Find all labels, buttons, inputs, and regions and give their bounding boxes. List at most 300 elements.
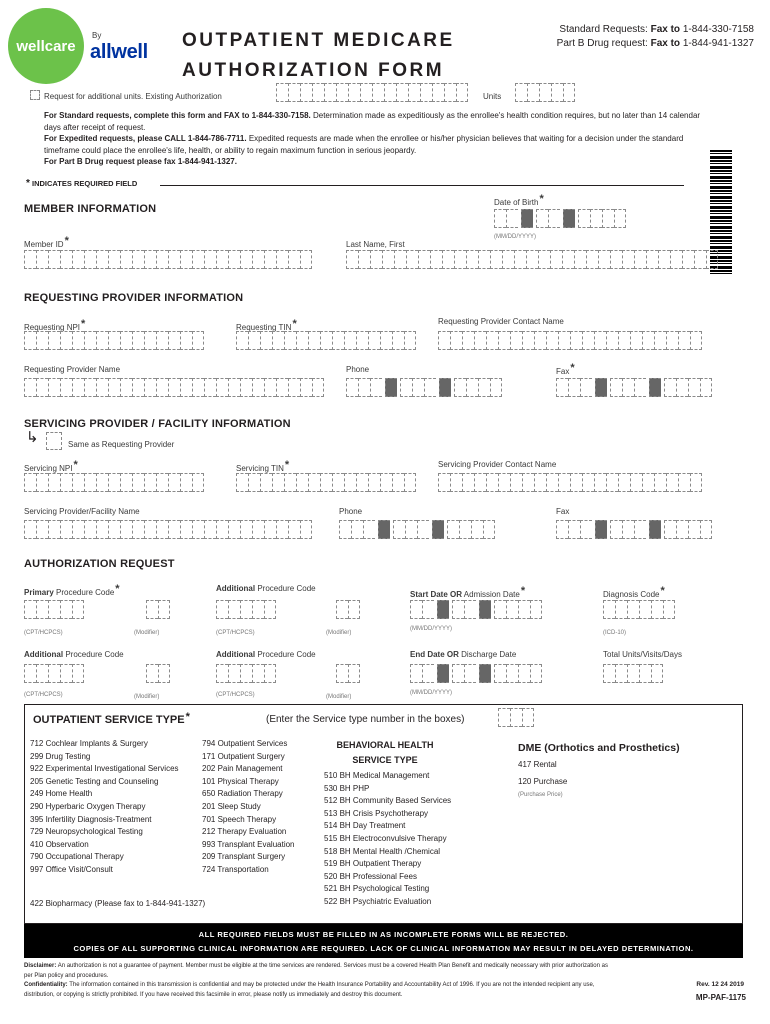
- entry-box[interactable]: [438, 473, 450, 492]
- entry-box[interactable]: [260, 331, 272, 350]
- entry-box[interactable]: [590, 209, 602, 228]
- entry-box[interactable]: [582, 331, 594, 350]
- entry-box[interactable]: [276, 378, 288, 397]
- srv-phone-field[interactable]: [339, 520, 495, 539]
- add-modifier-field-1[interactable]: [336, 600, 360, 619]
- entry-box[interactable]: [120, 520, 132, 539]
- entry-box[interactable]: [348, 600, 360, 619]
- entry-box[interactable]: [108, 473, 120, 492]
- entry-box[interactable]: [394, 250, 406, 269]
- entry-box[interactable]: [96, 250, 108, 269]
- entry-box[interactable]: [568, 520, 580, 539]
- entry-box[interactable]: [556, 378, 568, 397]
- entry-box[interactable]: [452, 600, 464, 619]
- entry-box[interactable]: [204, 520, 216, 539]
- entry-box[interactable]: [48, 250, 60, 269]
- entry-box[interactable]: [639, 600, 651, 619]
- entry-box[interactable]: [515, 83, 527, 102]
- entry-box[interactable]: [418, 250, 430, 269]
- entry-box[interactable]: [651, 600, 663, 619]
- entry-box[interactable]: [486, 331, 498, 350]
- entry-box[interactable]: [494, 664, 506, 683]
- entry-box[interactable]: [534, 331, 546, 350]
- entry-box[interactable]: [514, 250, 526, 269]
- entry-box[interactable]: [120, 331, 132, 350]
- entry-box[interactable]: [642, 473, 654, 492]
- req-contact-field[interactable]: [438, 331, 702, 350]
- entry-box[interactable]: [272, 473, 284, 492]
- srv-npi-field[interactable]: [24, 473, 204, 492]
- entry-box[interactable]: [370, 378, 382, 397]
- total-units-field[interactable]: [603, 664, 663, 683]
- entry-box[interactable]: [483, 520, 495, 539]
- entry-box[interactable]: [490, 378, 502, 397]
- entry-box[interactable]: [586, 250, 598, 269]
- additional-units-checkbox[interactable]: [30, 90, 40, 100]
- entry-box[interactable]: [422, 600, 434, 619]
- entry-box[interactable]: [36, 250, 48, 269]
- entry-box[interactable]: [72, 600, 84, 619]
- entry-box[interactable]: [252, 664, 264, 683]
- entry-box[interactable]: [351, 520, 363, 539]
- entry-box[interactable]: [563, 83, 575, 102]
- entry-box[interactable]: [308, 473, 320, 492]
- entry-box[interactable]: [420, 83, 432, 102]
- entry-box[interactable]: [639, 664, 651, 683]
- entry-box[interactable]: [606, 331, 618, 350]
- entry-box[interactable]: [84, 378, 96, 397]
- entry-box[interactable]: [236, 331, 248, 350]
- entry-box[interactable]: [634, 378, 646, 397]
- entry-box[interactable]: [494, 600, 506, 619]
- entry-box[interactable]: [132, 473, 144, 492]
- entry-box[interactable]: [562, 250, 574, 269]
- entry-box[interactable]: [406, 250, 418, 269]
- req-npi-field[interactable]: [24, 331, 204, 350]
- entry-box[interactable]: [462, 473, 474, 492]
- entry-box[interactable]: [506, 600, 518, 619]
- entry-box[interactable]: [344, 473, 356, 492]
- entry-box[interactable]: [627, 664, 639, 683]
- entry-box[interactable]: [417, 520, 429, 539]
- entry-box[interactable]: [530, 664, 542, 683]
- add-proc-field-1[interactable]: [216, 600, 276, 619]
- entry-box[interactable]: [534, 473, 546, 492]
- entry-box[interactable]: [216, 664, 228, 683]
- entry-box[interactable]: [432, 83, 444, 102]
- entry-box[interactable]: [252, 600, 264, 619]
- entry-box[interactable]: [48, 378, 60, 397]
- entry-box[interactable]: [410, 664, 422, 683]
- entry-box[interactable]: [474, 473, 486, 492]
- entry-box[interactable]: [48, 600, 60, 619]
- entry-box[interactable]: [276, 250, 288, 269]
- entry-box[interactable]: [678, 331, 690, 350]
- entry-box[interactable]: [558, 473, 570, 492]
- entry-box[interactable]: [156, 331, 168, 350]
- entry-box[interactable]: [84, 331, 96, 350]
- entry-box[interactable]: [424, 378, 436, 397]
- entry-box[interactable]: [156, 378, 168, 397]
- entry-box[interactable]: [240, 600, 252, 619]
- entry-box[interactable]: [144, 473, 156, 492]
- entry-box[interactable]: [332, 331, 344, 350]
- entry-box[interactable]: [594, 473, 606, 492]
- srv-tin-field[interactable]: [236, 473, 416, 492]
- entry-box[interactable]: [344, 331, 356, 350]
- entry-box[interactable]: [336, 600, 348, 619]
- entry-box[interactable]: [96, 331, 108, 350]
- entry-box[interactable]: [240, 520, 252, 539]
- req-tin-field[interactable]: [236, 331, 416, 350]
- entry-box[interactable]: [72, 664, 84, 683]
- entry-box[interactable]: [372, 83, 384, 102]
- entry-box[interactable]: [192, 520, 204, 539]
- entry-box[interactable]: [308, 331, 320, 350]
- entry-box[interactable]: [300, 250, 312, 269]
- entry-box[interactable]: [36, 600, 48, 619]
- entry-box[interactable]: [264, 520, 276, 539]
- entry-box[interactable]: [284, 331, 296, 350]
- entry-box[interactable]: [348, 664, 360, 683]
- entry-box[interactable]: [72, 520, 84, 539]
- entry-box[interactable]: [454, 378, 466, 397]
- entry-box[interactable]: [498, 708, 510, 727]
- entry-box[interactable]: [36, 473, 48, 492]
- entry-box[interactable]: [630, 331, 642, 350]
- entry-box[interactable]: [622, 378, 634, 397]
- entry-box[interactable]: [556, 520, 568, 539]
- entry-box[interactable]: [156, 520, 168, 539]
- entry-box[interactable]: [400, 378, 412, 397]
- primary-proc-field[interactable]: [24, 600, 84, 619]
- entry-box[interactable]: [168, 520, 180, 539]
- entry-box[interactable]: [144, 250, 156, 269]
- entry-box[interactable]: [550, 250, 562, 269]
- entry-box[interactable]: [240, 664, 252, 683]
- entry-box[interactable]: [192, 331, 204, 350]
- entry-box[interactable]: [336, 83, 348, 102]
- entry-box[interactable]: [300, 520, 312, 539]
- primary-modifier-field[interactable]: [146, 600, 170, 619]
- entry-box[interactable]: [430, 250, 442, 269]
- entry-box[interactable]: [618, 473, 630, 492]
- entry-box[interactable]: [24, 473, 36, 492]
- entry-box[interactable]: [158, 664, 170, 683]
- entry-box[interactable]: [320, 473, 332, 492]
- entry-box[interactable]: [676, 378, 688, 397]
- entry-box[interactable]: [96, 378, 108, 397]
- entry-box[interactable]: [442, 250, 454, 269]
- entry-box[interactable]: [156, 250, 168, 269]
- entry-box[interactable]: [478, 250, 490, 269]
- add-modifier-field-3[interactable]: [336, 664, 360, 683]
- entry-box[interactable]: [339, 520, 351, 539]
- entry-box[interactable]: [108, 520, 120, 539]
- entry-box[interactable]: [610, 250, 622, 269]
- entry-box[interactable]: [296, 473, 308, 492]
- entry-box[interactable]: [132, 520, 144, 539]
- entry-box[interactable]: [228, 664, 240, 683]
- entry-box[interactable]: [454, 250, 466, 269]
- entry-box[interactable]: [527, 83, 539, 102]
- entry-box[interactable]: [452, 664, 464, 683]
- end-date-field[interactable]: [410, 664, 542, 683]
- entry-box[interactable]: [654, 331, 666, 350]
- entry-box[interactable]: [666, 473, 678, 492]
- add-modifier-field-2[interactable]: [146, 664, 170, 683]
- entry-box[interactable]: [610, 520, 622, 539]
- entry-box[interactable]: [614, 209, 626, 228]
- entry-box[interactable]: [570, 331, 582, 350]
- entry-box[interactable]: [252, 378, 264, 397]
- entry-box[interactable]: [144, 378, 156, 397]
- entry-box[interactable]: [168, 473, 180, 492]
- entry-box[interactable]: [522, 473, 534, 492]
- entry-box[interactable]: [510, 473, 522, 492]
- entry-box[interactable]: [288, 378, 300, 397]
- entry-box[interactable]: [216, 250, 228, 269]
- entry-box[interactable]: [144, 331, 156, 350]
- entry-box[interactable]: [108, 378, 120, 397]
- diagnosis-field[interactable]: [603, 600, 675, 619]
- entry-box[interactable]: [582, 473, 594, 492]
- entry-box[interactable]: [120, 473, 132, 492]
- req-name-field[interactable]: [24, 378, 324, 397]
- entry-box[interactable]: [192, 473, 204, 492]
- entry-box[interactable]: [568, 378, 580, 397]
- entry-box[interactable]: [450, 473, 462, 492]
- entry-box[interactable]: [462, 331, 474, 350]
- entry-box[interactable]: [168, 331, 180, 350]
- entry-box[interactable]: [486, 473, 498, 492]
- entry-box[interactable]: [60, 664, 72, 683]
- entry-box[interactable]: [168, 378, 180, 397]
- entry-box[interactable]: [574, 250, 586, 269]
- srv-fax-field[interactable]: [556, 520, 712, 539]
- entry-box[interactable]: [706, 250, 718, 269]
- entry-box[interactable]: [368, 473, 380, 492]
- entry-box[interactable]: [546, 473, 558, 492]
- entry-box[interactable]: [132, 250, 144, 269]
- entry-box[interactable]: [459, 520, 471, 539]
- entry-box[interactable]: [530, 600, 542, 619]
- units-field[interactable]: [515, 83, 575, 102]
- entry-box[interactable]: [228, 250, 240, 269]
- entry-box[interactable]: [622, 250, 634, 269]
- entry-box[interactable]: [578, 209, 590, 228]
- entry-box[interactable]: [447, 520, 459, 539]
- entry-box[interactable]: [370, 250, 382, 269]
- entry-box[interactable]: [180, 378, 192, 397]
- entry-box[interactable]: [192, 378, 204, 397]
- entry-box[interactable]: [363, 520, 375, 539]
- entry-box[interactable]: [120, 378, 132, 397]
- entry-box[interactable]: [536, 209, 548, 228]
- entry-box[interactable]: [522, 708, 534, 727]
- entry-box[interactable]: [464, 600, 476, 619]
- entry-box[interactable]: [36, 378, 48, 397]
- entry-box[interactable]: [471, 520, 483, 539]
- entry-box[interactable]: [180, 473, 192, 492]
- entry-box[interactable]: [240, 250, 252, 269]
- req-phone-field[interactable]: [346, 378, 502, 397]
- entry-box[interactable]: [272, 331, 284, 350]
- entry-box[interactable]: [120, 250, 132, 269]
- entry-box[interactable]: [158, 600, 170, 619]
- entry-box[interactable]: [248, 331, 260, 350]
- srv-name-field[interactable]: [24, 520, 312, 539]
- entry-box[interactable]: [682, 250, 694, 269]
- entry-box[interactable]: [646, 250, 658, 269]
- entry-box[interactable]: [84, 520, 96, 539]
- entry-box[interactable]: [618, 331, 630, 350]
- entry-box[interactable]: [382, 250, 394, 269]
- entry-box[interactable]: [146, 600, 158, 619]
- entry-box[interactable]: [60, 473, 72, 492]
- entry-box[interactable]: [438, 331, 450, 350]
- entry-box[interactable]: [404, 331, 416, 350]
- entry-box[interactable]: [700, 520, 712, 539]
- entry-box[interactable]: [60, 600, 72, 619]
- entry-box[interactable]: [580, 378, 592, 397]
- entry-box[interactable]: [688, 378, 700, 397]
- entry-box[interactable]: [180, 331, 192, 350]
- entry-box[interactable]: [663, 600, 675, 619]
- entry-box[interactable]: [670, 250, 682, 269]
- entry-box[interactable]: [380, 331, 392, 350]
- entry-box[interactable]: [48, 664, 60, 683]
- entry-box[interactable]: [284, 473, 296, 492]
- entry-box[interactable]: [622, 520, 634, 539]
- entry-box[interactable]: [276, 83, 288, 102]
- entry-box[interactable]: [132, 378, 144, 397]
- entry-box[interactable]: [108, 331, 120, 350]
- entry-box[interactable]: [252, 520, 264, 539]
- entry-box[interactable]: [24, 378, 36, 397]
- entry-box[interactable]: [384, 83, 396, 102]
- entry-box[interactable]: [498, 331, 510, 350]
- entry-box[interactable]: [658, 250, 670, 269]
- entry-box[interactable]: [422, 664, 434, 683]
- entry-box[interactable]: [108, 250, 120, 269]
- entry-box[interactable]: [392, 331, 404, 350]
- entry-box[interactable]: [700, 378, 712, 397]
- entry-box[interactable]: [48, 473, 60, 492]
- req-fax-field[interactable]: [556, 378, 712, 397]
- entry-box[interactable]: [236, 473, 248, 492]
- entry-box[interactable]: [412, 378, 424, 397]
- entry-box[interactable]: [264, 378, 276, 397]
- add-proc-field-2[interactable]: [24, 664, 84, 683]
- entry-box[interactable]: [490, 250, 502, 269]
- entry-box[interactable]: [627, 600, 639, 619]
- entry-box[interactable]: [84, 250, 96, 269]
- entry-box[interactable]: [300, 83, 312, 102]
- entry-box[interactable]: [146, 664, 158, 683]
- entry-box[interactable]: [538, 250, 550, 269]
- entry-box[interactable]: [690, 473, 702, 492]
- entry-box[interactable]: [464, 664, 476, 683]
- entry-box[interactable]: [358, 250, 370, 269]
- entry-box[interactable]: [466, 250, 478, 269]
- same-as-checkbox[interactable]: [46, 432, 62, 450]
- entry-box[interactable]: [410, 600, 422, 619]
- entry-box[interactable]: [518, 664, 530, 683]
- entry-box[interactable]: [336, 664, 348, 683]
- entry-box[interactable]: [510, 331, 522, 350]
- entry-box[interactable]: [48, 331, 60, 350]
- entry-box[interactable]: [456, 83, 468, 102]
- entry-box[interactable]: [360, 83, 372, 102]
- entry-box[interactable]: [204, 378, 216, 397]
- entry-box[interactable]: [615, 600, 627, 619]
- entry-box[interactable]: [132, 331, 144, 350]
- entry-box[interactable]: [84, 473, 96, 492]
- entry-box[interactable]: [96, 520, 108, 539]
- entry-box[interactable]: [288, 520, 300, 539]
- entry-box[interactable]: [551, 83, 563, 102]
- entry-box[interactable]: [651, 664, 663, 683]
- entry-box[interactable]: [168, 250, 180, 269]
- entry-box[interactable]: [664, 378, 676, 397]
- entry-box[interactable]: [478, 378, 490, 397]
- entry-box[interactable]: [546, 331, 558, 350]
- entry-box[interactable]: [36, 520, 48, 539]
- entry-box[interactable]: [228, 520, 240, 539]
- entry-box[interactable]: [688, 520, 700, 539]
- entry-box[interactable]: [539, 83, 551, 102]
- add-proc-field-3[interactable]: [216, 664, 276, 683]
- entry-box[interactable]: [506, 664, 518, 683]
- entry-box[interactable]: [358, 378, 370, 397]
- entry-box[interactable]: [526, 250, 538, 269]
- entry-box[interactable]: [72, 250, 84, 269]
- entry-box[interactable]: [630, 473, 642, 492]
- existing-auth-field[interactable]: [276, 83, 468, 102]
- entry-box[interactable]: [602, 209, 614, 228]
- entry-box[interactable]: [248, 473, 260, 492]
- entry-box[interactable]: [72, 331, 84, 350]
- entry-box[interactable]: [522, 331, 534, 350]
- entry-box[interactable]: [466, 378, 478, 397]
- entry-box[interactable]: [392, 473, 404, 492]
- entry-box[interactable]: [144, 520, 156, 539]
- entry-box[interactable]: [474, 331, 486, 350]
- entry-box[interactable]: [320, 331, 332, 350]
- entry-box[interactable]: [450, 331, 462, 350]
- entry-box[interactable]: [678, 473, 690, 492]
- entry-box[interactable]: [598, 250, 610, 269]
- entry-box[interactable]: [36, 664, 48, 683]
- entry-box[interactable]: [260, 473, 272, 492]
- entry-box[interactable]: [24, 250, 36, 269]
- entry-box[interactable]: [72, 473, 84, 492]
- entry-box[interactable]: [558, 331, 570, 350]
- start-date-field[interactable]: [410, 600, 542, 619]
- entry-box[interactable]: [60, 331, 72, 350]
- entry-box[interactable]: [404, 473, 416, 492]
- entry-box[interactable]: [228, 378, 240, 397]
- entry-box[interactable]: [405, 520, 417, 539]
- entry-box[interactable]: [603, 600, 615, 619]
- entry-box[interactable]: [694, 250, 706, 269]
- entry-box[interactable]: [506, 209, 518, 228]
- entry-box[interactable]: [264, 664, 276, 683]
- entry-box[interactable]: [324, 83, 336, 102]
- entry-box[interactable]: [96, 473, 108, 492]
- entry-box[interactable]: [24, 600, 36, 619]
